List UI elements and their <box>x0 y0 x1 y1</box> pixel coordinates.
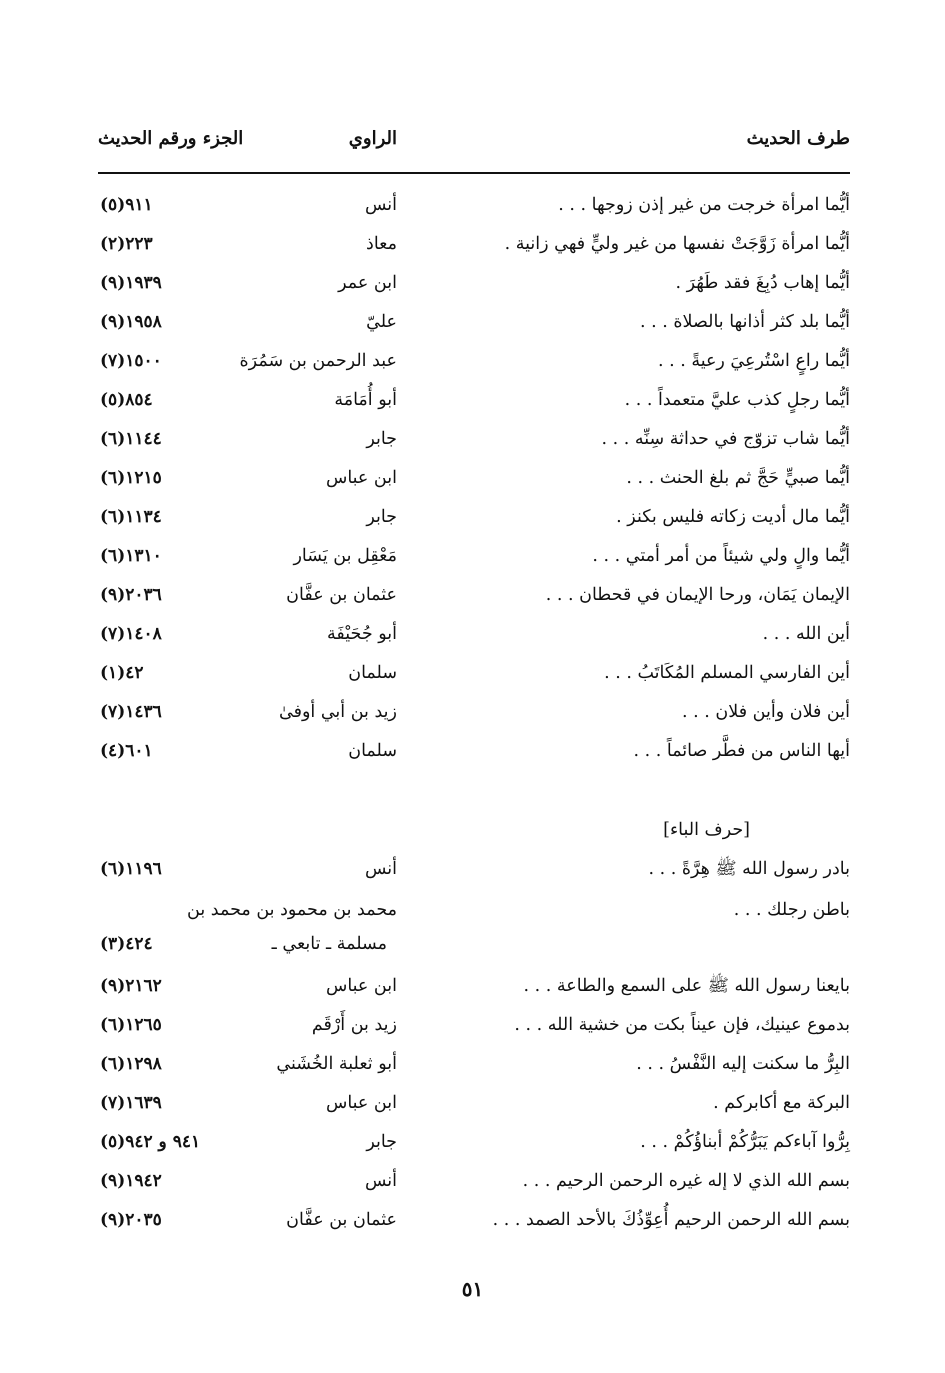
narrator: زيد بن أَرْقَم <box>311 1015 397 1035</box>
table-row <box>0 539 945 573</box>
table-row <box>0 461 945 495</box>
hadith-text: البركة مع أكابركم . <box>713 1093 850 1113</box>
hadith-ref: (٧)١٤٠٨ <box>100 624 162 644</box>
table-row <box>0 695 945 729</box>
hadith-text: أيُّما والٍ ولي شيئاً من أمر أمتي . . . <box>592 546 850 566</box>
hadith-text: الإيمان يَمَان، ورحا الإيمان في قحطان . . . <box>545 585 850 605</box>
hadith-text: أيُّما صبيٍّ حَجَّ ثم بلغ الحنث . . . <box>626 468 850 488</box>
hadith-text: أين الفارسي المسلم المُكَاتَبُ . . . <box>604 663 850 683</box>
table-row <box>0 656 945 690</box>
header-hadith: طرف الحديث <box>746 128 850 149</box>
narrator: ابن عباس <box>325 976 397 996</box>
hadith-ref: (٧)١٤٣٦ <box>100 702 162 722</box>
hadith-text: أيُّما رجلٍ كذب عليَّ متعمداً . . . <box>624 390 850 410</box>
hadith-ref: (٩)٢٠٣٦ <box>100 585 162 605</box>
header-rule <box>98 172 850 174</box>
narrator: سلمان <box>348 663 397 683</box>
table-row <box>0 266 945 300</box>
table-row <box>0 1008 945 1042</box>
hadith-ref: (٦)١٢٩٨ <box>100 1054 162 1074</box>
table-row <box>0 1047 945 1081</box>
table-row <box>0 893 945 927</box>
hadith-ref: (٩)٢١٦٢ <box>100 976 162 996</box>
hadith-text: بسم الله الذي لا إله غيره الرحمن الرحيم . . . <box>522 1171 850 1191</box>
hadith-ref: (٢)٢٢٣ <box>100 234 153 254</box>
hadith-text: بادر رسول الله ﷺ هِرَّةً . . . <box>648 859 850 879</box>
table-row <box>0 927 945 961</box>
hadith-text: أيُّما إهاب دُبِغَ فقد طَهُرَ . <box>675 273 850 293</box>
narrator: أنس <box>364 859 397 879</box>
hadith-ref: (٦)١١٤٤ <box>100 429 162 449</box>
narrator: مَعْقِل بن يَسَار <box>293 546 397 566</box>
hadith-text: البِرُّ ما سكنت إليه النَّفْسُ . . . <box>636 1054 850 1074</box>
hadith-ref: (٥)٩١١ <box>100 195 153 215</box>
table-row <box>0 305 945 339</box>
hadith-ref: (٩)١٩٥٨ <box>100 312 162 332</box>
hadith-text: أيُّما راعٍ اسْتُرعِيَ رعيةً . . . <box>657 351 850 371</box>
table-row <box>0 1203 945 1237</box>
hadith-ref: (٩)٢٠٣٥ <box>100 1210 162 1230</box>
narrator: سلمان <box>348 741 397 761</box>
hadith-text: أيُّما امرأة زَوَّجَتْ نفسها من غير وليٍّ فهي زانية . <box>504 234 850 254</box>
table-row <box>0 227 945 261</box>
narrator: أنس <box>364 1171 397 1191</box>
hadith-ref: (٧)١٥٠٠ <box>100 351 162 371</box>
table-row <box>0 344 945 378</box>
narrator: أبو جُحَيْفَة <box>327 624 397 644</box>
narrator: ابن عباس <box>325 1093 397 1113</box>
narrator: عبد الرحمن بن سَمُرَة <box>239 351 397 371</box>
hadith-text: باطن رجلك . . . <box>733 900 850 920</box>
narrator: أنس <box>364 195 397 215</box>
table-row <box>0 422 945 456</box>
hadith-ref: (٦)١٣١٠ <box>100 546 162 566</box>
hadith-ref: (٩)١٩٣٩ <box>100 273 162 293</box>
narrator: أبو أُمَامَة <box>334 390 397 410</box>
hadith-text: بايعنا رسول الله ﷺ على السمع والطاعة . . . <box>523 976 850 996</box>
narrator: عثمان بن عفَّان <box>286 1210 397 1230</box>
narrator: جابر <box>366 1132 397 1152</box>
table-row <box>0 1164 945 1198</box>
narrator: مسلمة ـ تابعي ـ <box>271 934 387 954</box>
narrator: زيد بن أبي أوفىٰ <box>279 702 397 722</box>
table-row <box>0 852 945 886</box>
narrator: أبو ثعلبة الخُشَني <box>276 1054 397 1074</box>
hadith-ref: (٦)١٢١٥ <box>100 468 162 488</box>
hadith-ref: (٩)١٩٤٢ <box>100 1171 162 1191</box>
hadith-text: أيُّما بلد كثر أذانها بالصلاة . . . <box>639 312 850 332</box>
hadith-text: أين الله . . . <box>762 624 850 644</box>
hadith-text: بسم الله الرحمن الرحيم أُعِوِّذُكَ بالأحد الصمد . . . <box>492 1210 850 1230</box>
table-row <box>0 1125 945 1159</box>
table-row <box>0 188 945 222</box>
hadith-text: أيها الناس من فطَّر صائماً . . . <box>633 741 850 761</box>
header-ref: الجزء ورقم الحديث <box>98 128 244 149</box>
hadith-ref: (٣)٤٢٤ <box>100 934 153 954</box>
hadith-ref: (٧)١٦٣٩ <box>100 1093 162 1113</box>
hadith-ref: (٦)١٢٦٥ <box>100 1015 162 1035</box>
table-row <box>0 383 945 417</box>
hadith-ref: (١)٤٢ <box>100 663 144 683</box>
narrator: عثمان بن عفَّان <box>286 585 397 605</box>
hadith-text: أين فلان وأين فلان . . . <box>682 702 850 722</box>
hadith-ref: (٦)١١٩٦ <box>100 859 162 879</box>
table-row <box>0 500 945 534</box>
hadith-ref: (٤)٦٠١ <box>100 741 153 761</box>
narrator: جابر <box>366 429 397 449</box>
hadith-text: أيُّما شاب تزوّج في حداثة سِنِّه . . . <box>601 429 850 449</box>
hadith-text: بِرُّوا آباءكم يَبَرُّكُمْ أبناؤُكُمْ . . . <box>640 1132 850 1152</box>
page-number: ٥١ <box>461 1277 484 1301</box>
hadith-ref: (٥)٨٥٤ <box>100 390 153 410</box>
table-row <box>0 1086 945 1120</box>
table-row <box>0 617 945 651</box>
table-row <box>0 969 945 1003</box>
hadith-text: بدموع عينيك، فإن عيناً بكت من خشية الله . . . <box>514 1015 850 1035</box>
narrator: معاذ <box>366 234 397 254</box>
section-title: [حرف الباء] <box>663 820 750 840</box>
hadith-text: أيُّما امرأة خرجت من غير إذن زوجها . . . <box>558 195 850 215</box>
hadith-ref: (٥)٩٤١ و ٩٤٢ <box>100 1132 201 1152</box>
narrator: ابن عباس <box>325 468 397 488</box>
hadith-text: أيُّما مال أديت زكاته فليس بكنز . <box>616 507 850 527</box>
table-row <box>0 734 945 768</box>
table-row <box>0 578 945 612</box>
narrator: محمد بن محمود بن محمد بن <box>187 900 397 920</box>
narrator: جابر <box>366 507 397 527</box>
narrator: عليّ <box>366 312 397 332</box>
narrator: ابن عمر <box>338 273 397 293</box>
hadith-ref: (٦)١١٣٤ <box>100 507 162 527</box>
header-rawi: الراوي <box>348 128 397 149</box>
